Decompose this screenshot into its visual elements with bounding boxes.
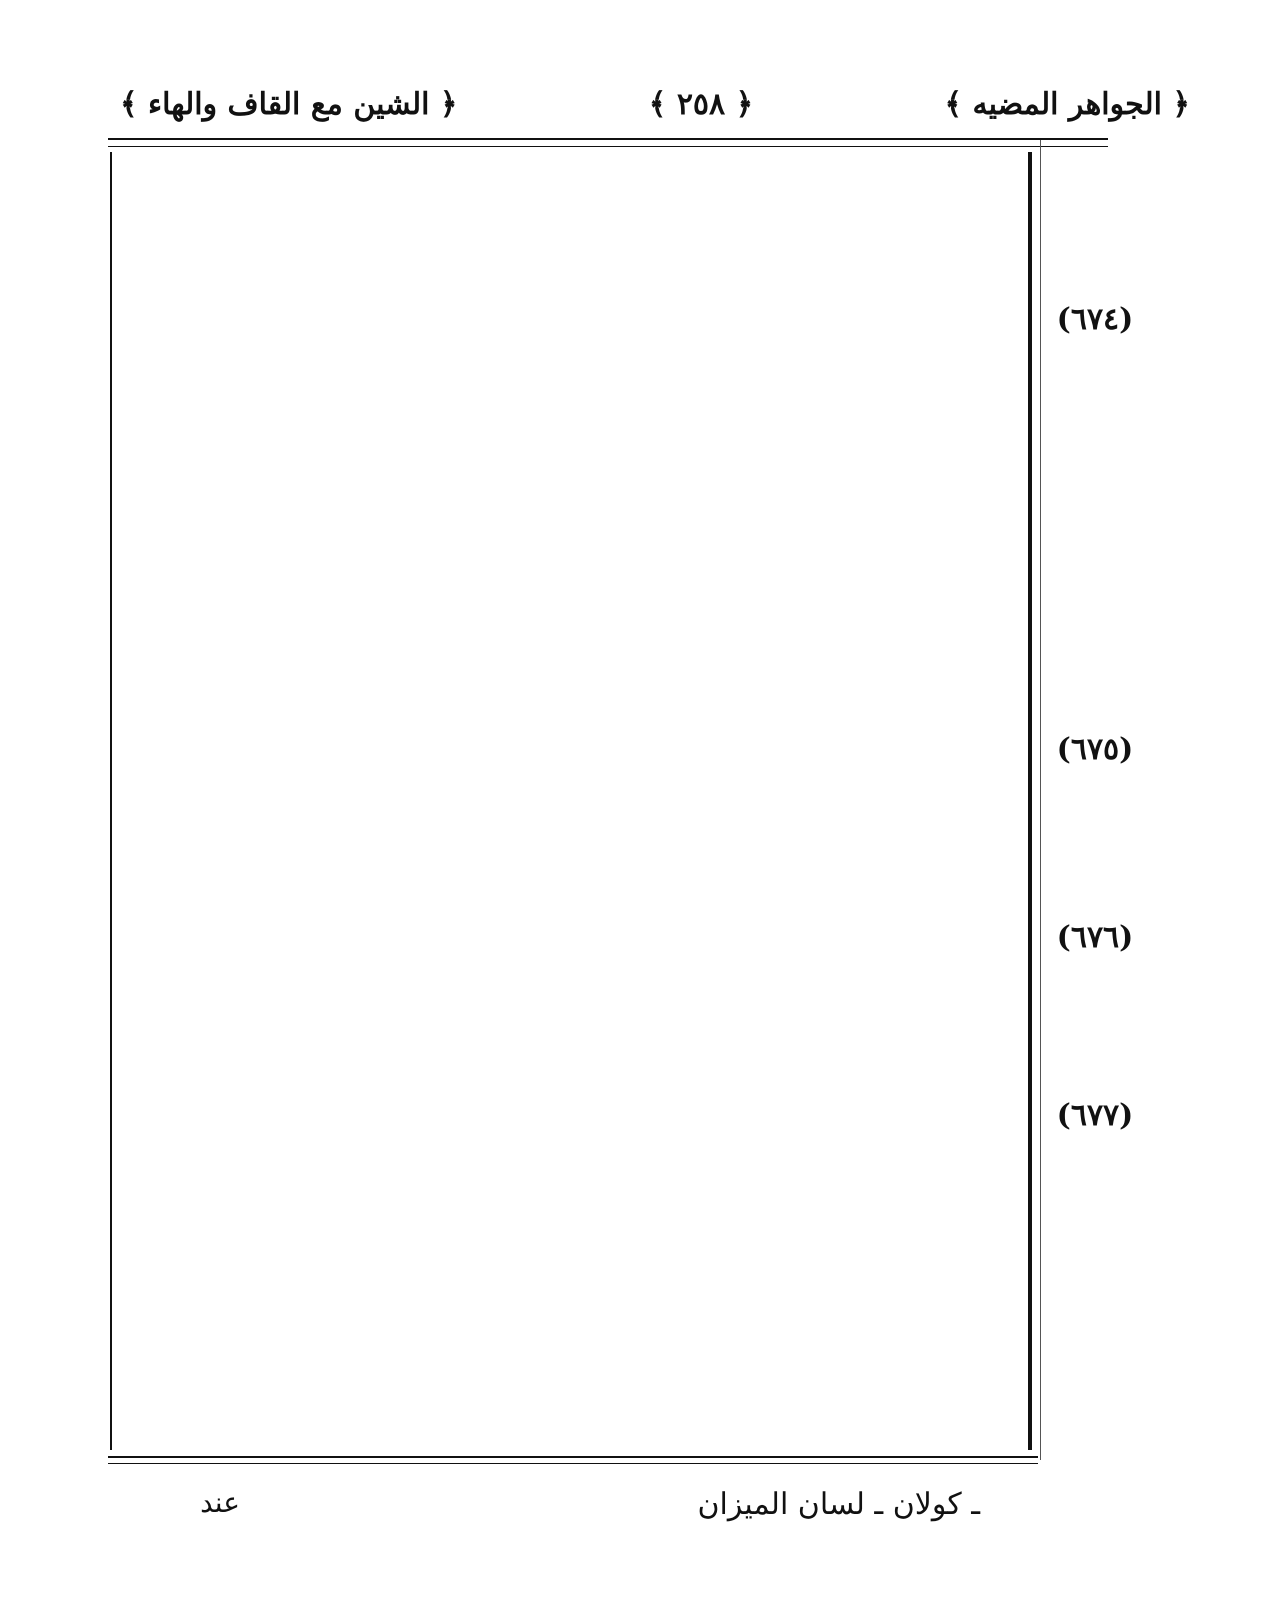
frame-inner-rule (1030, 152, 1032, 1450)
footer-rule-thick (108, 1456, 1038, 1458)
entry-number: (٦٧٤) (1056, 302, 1134, 337)
header-rule-thin (108, 146, 1108, 147)
page-number: ﴿ ٢٥٨ ﴾ (648, 86, 754, 122)
frame-outer-rule (1040, 140, 1041, 1460)
running-header (120, 76, 1190, 132)
book-title: ﴿ الجواهر المضيه ﴾ (944, 86, 1190, 122)
entry-number: (٦٧٥) (1056, 732, 1134, 767)
section-title: ﴿ الشين مع القاف والهاء ﴾ (120, 86, 458, 122)
catchword: عند (200, 1486, 240, 1519)
entry-number: (٦٧٧) (1056, 1098, 1134, 1133)
footnote: ـ كولان ـ لسان الميزان (697, 1487, 980, 1522)
footer-rule-thin (108, 1463, 1038, 1464)
entry-number: (٦٧٦) (1056, 920, 1134, 955)
header-rule-thick (108, 138, 1108, 140)
text-frame (110, 152, 1031, 1450)
